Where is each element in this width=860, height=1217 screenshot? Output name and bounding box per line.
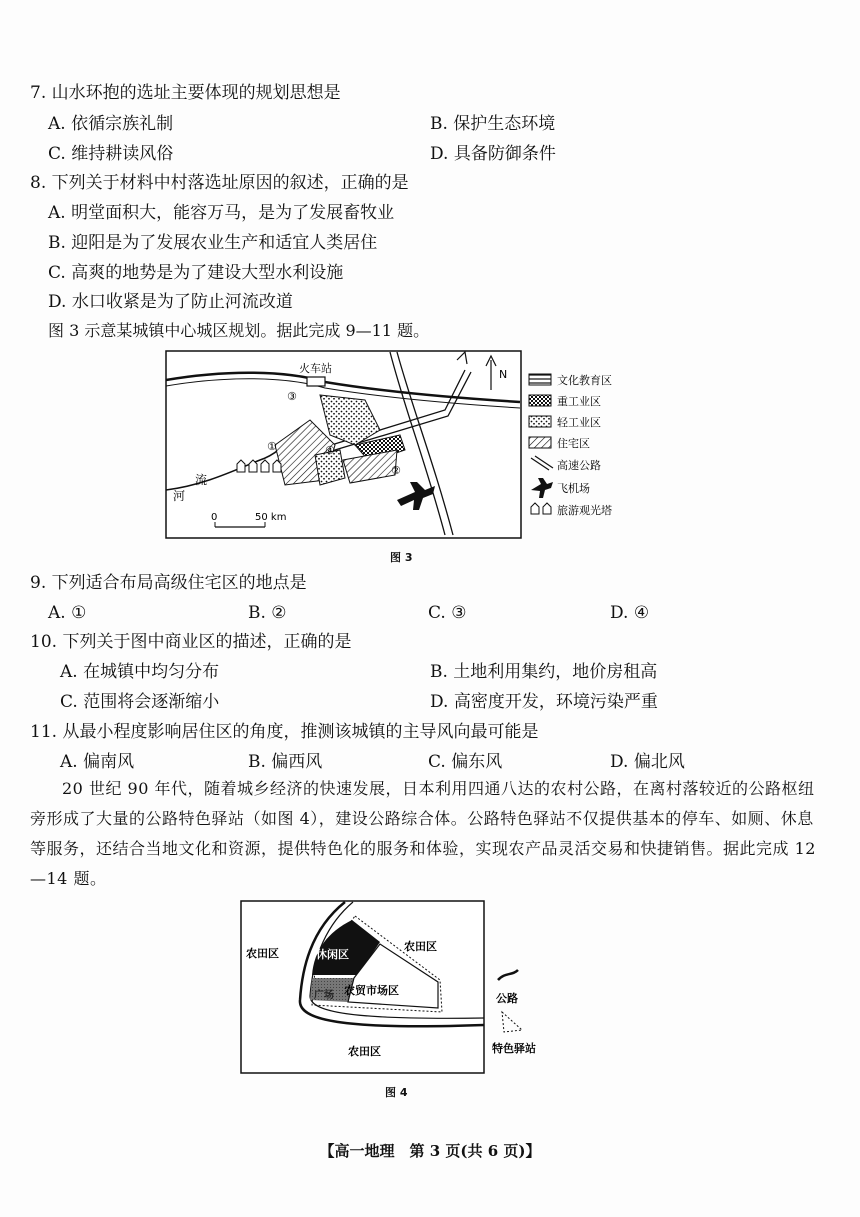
q10-option-b: B. 土地利用集约，地价房租高 — [430, 662, 658, 682]
site-4: ④ — [325, 444, 335, 457]
svg-text:广场: 广场 — [314, 990, 334, 1001]
svg-text:重工业区: 重工业区 — [557, 395, 601, 408]
q8-option-a: A. 明堂面积大，能容万马，是为了发展畜牧业 — [48, 203, 395, 223]
q8-option-c: C. 高爽的地势是为了建设大型水利设施 — [48, 263, 344, 283]
figure-4-map — [240, 900, 570, 1075]
q8-stem: 8. 下列关于材料中村落选址原因的叙述，正确的是 — [30, 173, 409, 193]
q7-option-a: A. 依循宗族礼制 — [48, 114, 174, 134]
q7-option-d: D. 具备防御条件 — [430, 144, 556, 164]
q10-stem: 10. 下列关于图中商业区的描述，正确的是 — [30, 632, 352, 652]
site-3: ③ — [287, 390, 297, 403]
svg-text:文化教育区: 文化教育区 — [557, 374, 612, 387]
q7-option-b: B. 保护生态环境 — [430, 114, 556, 134]
svg-text:流: 流 — [195, 473, 208, 487]
q9-option-b: B. ② — [248, 603, 287, 623]
page-footer: 【高一地理 第 3 页(共 6 页)】 — [319, 1142, 541, 1160]
svg-text:农田区: 农田区 — [246, 947, 279, 960]
q11-option-c: C. 偏东风 — [428, 752, 503, 772]
svg-text:住宅区: 住宅区 — [557, 437, 590, 450]
figure-4-caption: 图 4 — [385, 1086, 408, 1099]
intro-9-11: 图 3 示意某城镇中心城区规划。据此完成 9—11 题。 — [48, 321, 430, 340]
q8-option-d: D. 水口收紧是为了防止河流改道 — [48, 292, 293, 312]
svg-text:50 km: 50 km — [255, 512, 287, 523]
svg-text:公路: 公路 — [496, 992, 518, 1005]
q11-option-d: D. 偏北风 — [610, 752, 685, 772]
svg-text:轻工业区: 轻工业区 — [557, 416, 601, 429]
svg-text:农贸市场区: 农贸市场区 — [344, 984, 399, 997]
svg-text:特色驿站: 特色驿站 — [492, 1042, 536, 1055]
train-station-label: 火车站 — [299, 362, 332, 375]
svg-text:0: 0 — [211, 512, 218, 523]
svg-text:旅游观光塔: 旅游观光塔 — [557, 504, 612, 517]
q11-option-b: B. 偏西风 — [248, 752, 323, 772]
figure-3-caption: 图 3 — [390, 551, 413, 564]
q9-option-a: A. ① — [48, 603, 87, 623]
q7-stem: 7. 山水环抱的选址主要体现的规划思想是 — [30, 83, 341, 103]
q7-option-c: C. 维持耕读风俗 — [48, 144, 174, 164]
q10-option-d: D. 高密度开发，环境污染严重 — [430, 692, 658, 712]
train-station-icon — [307, 377, 325, 386]
q10-option-c: C. 范围将会逐渐缩小 — [60, 692, 220, 712]
svg-text:农田区: 农田区 — [348, 1045, 381, 1058]
svg-text:河: 河 — [173, 489, 186, 503]
svg-text:N: N — [499, 368, 508, 381]
q10-option-a: A. 在城镇中均匀分布 — [60, 662, 220, 682]
site-1: ① — [267, 440, 277, 453]
svg-text:飞机场: 飞机场 — [557, 482, 590, 495]
svg-text:农田区: 农田区 — [404, 940, 437, 953]
q9-stem: 9. 下列适合布局高级住宅区的地点是 — [30, 573, 307, 593]
figure-3-map — [165, 350, 645, 540]
q8-option-b: B. 迎阳是为了发展农业生产和适宜人类居住 — [48, 233, 378, 253]
figure-3-legend — [529, 373, 612, 517]
site-2: ② — [391, 464, 401, 477]
passage-12-14: 20 世纪 90 年代，随着城乡经济的快速发展，日本利用四通八达的农村公路，在离村落较近的公路枢纽旁形成了大量的公路特色驿站（如图 4），建设公路综合体。公路特色驿站不仅提供基本的停车、如厕、休息等服务，还结合当地文化和资源，提供特色化的服务和体验，实现农产品灵活交易和快捷销售。据此完成 12—14 题。 — [30, 779, 816, 888]
q9-option-c: C. ③ — [428, 603, 467, 623]
q9-option-d: D. ④ — [610, 603, 650, 623]
legend-station-icon — [502, 1012, 522, 1032]
svg-text:高速公路: 高速公路 — [557, 459, 601, 472]
q11-option-a: A. 偏南风 — [60, 752, 135, 772]
svg-text:休闲区: 休闲区 — [316, 948, 349, 961]
q11-stem: 11. 从最小程度影响居住区的角度，推测该城镇的主导风向最可能是 — [30, 722, 539, 742]
legend-road-icon — [498, 970, 518, 980]
